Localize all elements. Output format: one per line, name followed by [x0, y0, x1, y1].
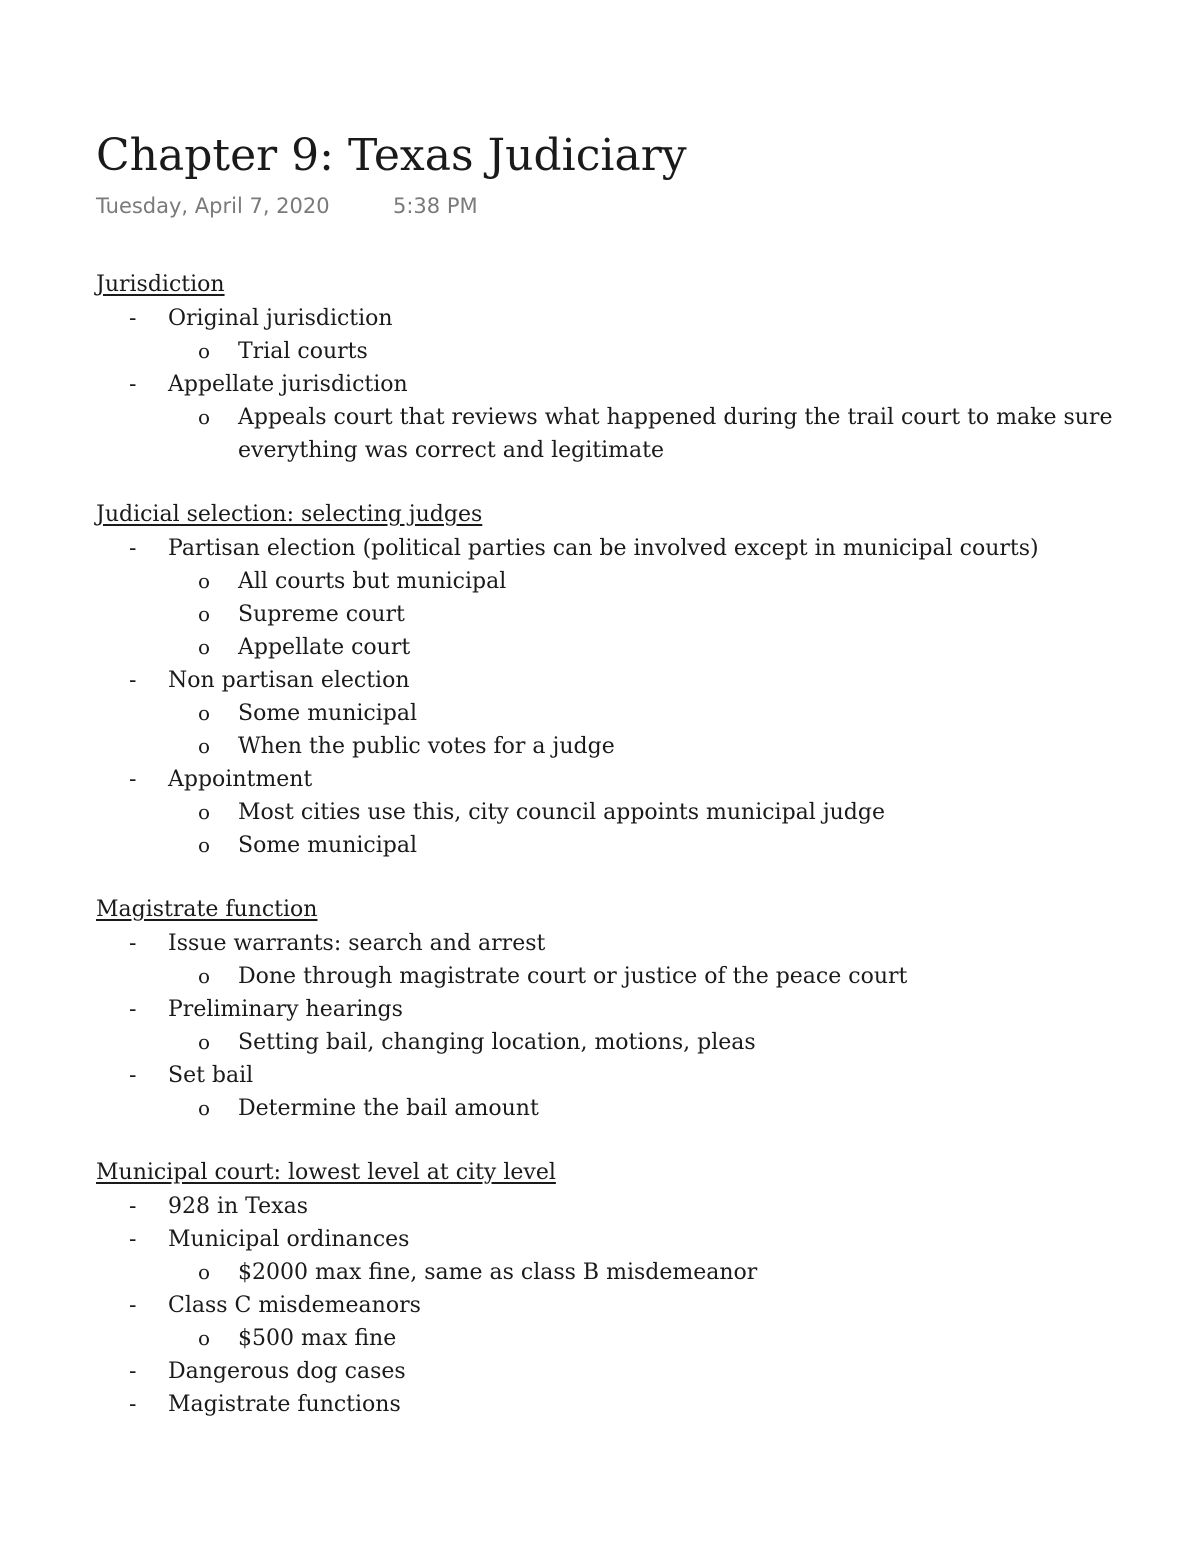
sub-list-item-text: Most cities use this, city council appoints municipal judge — [238, 800, 885, 825]
list-item-text: Set bail — [168, 1063, 254, 1088]
dash-bullet-icon: - — [129, 536, 137, 561]
circle-bullet-icon: o — [198, 405, 211, 429]
sub-list-item-text: Determine the bail amount — [238, 1096, 539, 1121]
list-item-text: Preliminary hearings — [168, 997, 403, 1022]
circle-bullet-icon: o — [198, 635, 211, 659]
section-heading: Judicial selection: selecting judges — [96, 502, 483, 527]
sub-list-item-text: Some municipal — [238, 833, 418, 858]
dash-bullet-icon: - — [129, 767, 137, 792]
list-item-text: Appellate jurisdiction — [168, 372, 408, 397]
circle-bullet-icon: o — [198, 339, 211, 363]
list-item — [96, 1388, 1136, 1421]
sub-list-item-text: Setting bail, changing location, motions, pleas — [238, 1030, 756, 1055]
sub-list-item-text: Supreme court — [238, 602, 405, 627]
sub-list-item-text: Appellate court — [238, 635, 411, 660]
sub-list-item — [168, 1322, 1136, 1355]
cut-off-line — [96, 1432, 1136, 1440]
list-item — [96, 302, 1136, 368]
circle-bullet-icon: o — [198, 833, 211, 857]
bullet-list — [96, 302, 1136, 467]
circle-bullet-icon: o — [198, 1096, 211, 1120]
dash-bullet-icon: - — [129, 1392, 137, 1417]
note-time: 5:38 PM — [393, 194, 478, 218]
sub-list-item — [168, 335, 1136, 368]
sub-list-item — [168, 1092, 1136, 1125]
circle-bullet-icon: o — [198, 1326, 211, 1350]
circle-bullet-icon: o — [198, 964, 211, 988]
circle-bullet-icon: o — [198, 1260, 211, 1284]
sub-list-item-text: Done through magistrate court or justice of the peace court — [238, 964, 908, 989]
sub-list-item-text: $2000 max fine, same as class B misdemeanor — [238, 1260, 758, 1285]
dash-bullet-icon: - — [129, 306, 137, 331]
dash-bullet-icon: - — [129, 1194, 137, 1219]
note-metadata — [96, 194, 478, 218]
sub-list-item-text: All courts but municipal — [238, 569, 507, 594]
sub-list-item — [168, 1026, 1136, 1059]
circle-bullet-icon: o — [198, 800, 211, 824]
list-item-text: Dangerous dog cases — [168, 1359, 406, 1384]
dash-bullet-icon: - — [129, 1063, 137, 1088]
circle-bullet-icon: o — [198, 701, 211, 725]
list-item — [96, 1355, 1136, 1388]
sub-list-item — [168, 1256, 1136, 1289]
sub-list-item — [168, 401, 1136, 467]
sub-bullet-list — [168, 1322, 1136, 1355]
circle-bullet-icon: o — [198, 602, 211, 626]
list-item-text: Magistrate functions — [168, 1392, 401, 1417]
dash-bullet-icon: - — [129, 1359, 137, 1384]
dash-bullet-icon: - — [129, 668, 137, 693]
section-heading: Magistrate function — [96, 897, 318, 922]
sub-list-item — [168, 796, 1136, 829]
list-item-text: Original jurisdiction — [168, 306, 393, 331]
list-item-text: 928 in Texas — [168, 1194, 308, 1219]
list-item-text: Partisan election (political parties can be involved except in municipal courts) — [168, 536, 1039, 561]
sub-list-item-text: $500 max fine — [238, 1326, 397, 1351]
dash-bullet-icon: - — [129, 931, 137, 956]
list-item — [96, 1223, 1136, 1289]
dash-bullet-icon: - — [129, 997, 137, 1022]
bullet-list — [96, 532, 1136, 862]
dash-bullet-icon: - — [129, 1293, 137, 1318]
sub-list-item — [168, 829, 1136, 862]
sub-bullet-list — [168, 796, 1136, 862]
sub-list-item — [168, 697, 1136, 730]
sub-bullet-list — [168, 697, 1136, 763]
sub-list-item-text: When the public votes for a judge — [238, 734, 615, 759]
sub-list-item-text: Appeals court that reviews what happened during the trail court to make sure everything was correct and legitimate — [238, 405, 1113, 463]
section — [96, 1156, 1136, 1421]
section-heading: Municipal court: lowest level at city level — [96, 1160, 556, 1185]
sub-list-item — [168, 631, 1136, 664]
list-item — [96, 1190, 1136, 1223]
sub-list-item — [168, 730, 1136, 763]
list-item — [96, 1059, 1136, 1125]
list-item — [96, 927, 1136, 993]
bullet-list — [96, 927, 1136, 1125]
note-date: Tuesday, April 7, 2020 — [96, 194, 330, 218]
section-heading: Jurisdiction — [96, 272, 225, 297]
sub-list-item — [168, 960, 1136, 993]
list-item-text: Issue warrants: search and arrest — [168, 931, 546, 956]
list-item-text: Non partisan election — [168, 668, 410, 693]
section — [96, 893, 1136, 1125]
sub-list-item — [168, 565, 1136, 598]
list-item — [96, 664, 1136, 763]
sub-list-item-text: Trial courts — [238, 339, 368, 364]
section — [96, 498, 1136, 862]
sub-list-item-text: Some municipal — [238, 701, 418, 726]
list-item-text: Appointment — [168, 767, 313, 792]
page-title: Chapter 9: Texas Judiciary — [96, 130, 687, 181]
sub-bullet-list — [168, 565, 1136, 664]
sub-bullet-list — [168, 960, 1136, 993]
bullet-list — [96, 1190, 1136, 1421]
sub-bullet-list — [168, 1092, 1136, 1125]
circle-bullet-icon: o — [198, 569, 211, 593]
sub-bullet-list — [168, 1026, 1136, 1059]
note-body — [96, 268, 1136, 1452]
sub-bullet-list — [168, 1256, 1136, 1289]
list-item-text: Municipal ordinances — [168, 1227, 410, 1252]
list-item-text: Class C misdemeanors — [168, 1293, 421, 1318]
sub-list-item — [168, 598, 1136, 631]
list-item — [96, 1289, 1136, 1355]
circle-bullet-icon: o — [198, 1030, 211, 1054]
circle-bullet-icon: o — [198, 734, 211, 758]
sub-bullet-list — [168, 335, 1136, 368]
sub-bullet-list — [168, 401, 1136, 467]
list-item — [96, 368, 1136, 467]
list-item — [96, 532, 1136, 664]
section — [96, 268, 1136, 467]
list-item — [96, 763, 1136, 862]
list-item — [96, 993, 1136, 1059]
dash-bullet-icon: - — [129, 372, 137, 397]
dash-bullet-icon: - — [129, 1227, 137, 1252]
